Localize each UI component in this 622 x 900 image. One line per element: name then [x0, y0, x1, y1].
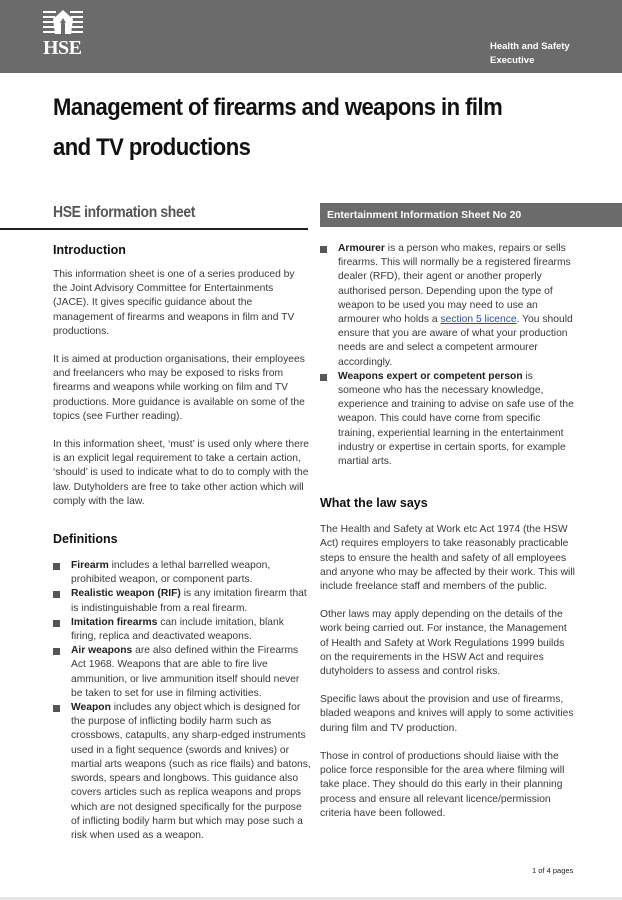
intro-paragraph: It is aimed at production organisations, their employees and freelancers who may be exposed to risks from firearms and weapons while working on film and TV productions. More guidance is available on some of the topics (see Further reading).: [53, 354, 305, 422]
law-paragraph: Other laws may apply depending on the details of the work being carried out. For instance, the Management of Health and Safety at Work Regulations 1999 builds on the requirements in the HSW Act and requires dutyholders to assess and control risks.: [320, 609, 567, 678]
title-line1: Management of firearms and weapons in film: [53, 94, 503, 121]
series-label: Entertainment Information Sheet No 20: [327, 209, 522, 221]
divider: [0, 228, 308, 230]
list-item: [53, 616, 311, 644]
definition-term: Imitation firearms: [71, 616, 158, 628]
definition-text: can include imitation, blank firing, replica and deactivated weapons.: [71, 616, 284, 643]
definition-term: Air weapons: [71, 645, 133, 657]
left-column: [53, 242, 311, 843]
law-heading: What the law says: [320, 496, 428, 511]
law-section: [320, 495, 578, 821]
definition-text: is any imitation firearm that is indistinguishable from a real firearm.: [71, 588, 307, 614]
header-bar: [0, 0, 622, 73]
definition-text: is someone who has the necessary knowledge, experience and training to advise on safe use of the weapon. This could have come from specific training, experiential learning in the entertainment industry or expertise in certain sports, for example martial arts.: [338, 370, 574, 468]
bullet-square-icon: [53, 563, 60, 570]
hse-logo: [43, 10, 83, 62]
section-5-licence-link[interactable]: section 5 licence: [440, 314, 517, 326]
definitions-list: [53, 559, 311, 843]
list-item: [53, 559, 311, 587]
law-paragraph: Specific laws about the provision and use of firearms, bladed weapons and knives will apply to some activities during film and TV production.: [320, 694, 574, 734]
list-item: [53, 587, 311, 615]
definition-text: includes a lethal barrelled weapon, prohibited weapon, or component parts.: [71, 560, 271, 586]
introduction-heading: Introduction: [53, 243, 126, 257]
definitions-heading: Definitions: [53, 532, 118, 547]
definitions-section: [53, 531, 311, 843]
bullet-square-icon: [320, 246, 327, 253]
intro-paragraph: This information sheet is one of a series produced by the Joint Advisory Committee for Entertainments (JACE). It gives specific guidance about the management of firearms and weapons in film and TV productions.: [53, 269, 295, 337]
definition-text: includes any object which is designed for the purpose of inflicting bodily harm such as crossbows, catapults, any sharp-edged instruments used in a fight sequence (swords and knives) or martial arts weapons (such as rice flails) and batons, swords, spears and longbows. This guidance also covers articles such as replica weapons and props which are not designed specifically for the purpose of inflicting bodily harm but which may pose such a risk when used as a weapon.: [71, 702, 311, 841]
bullet-square-icon: [53, 591, 60, 598]
list-item: [320, 370, 578, 469]
bullet-square-icon: [53, 648, 60, 655]
org-name-line2: Executive: [490, 55, 535, 66]
list-item: [53, 644, 311, 701]
definitions-list-continued: [320, 242, 578, 469]
definition-term: Weapon: [71, 702, 111, 714]
page-indicator: 1 of 4 pages: [532, 866, 574, 875]
list-item: [53, 701, 311, 843]
introduction-section: [53, 242, 311, 509]
definition-text: are also defined within the Firearms Act 1968. Weapons that are able to fire live ammunition, or live ammunition itself should never be taken to set for use in filming activities.: [71, 645, 300, 699]
info-sheet-label: HSE information sheet: [53, 204, 196, 221]
document-title: [53, 88, 531, 168]
definition-text: . You should ensure that you are aware of what your production needs are and select a competent armourer accordingly.: [338, 314, 573, 368]
law-paragraph: The Health and Safety at Work etc Act 1974 (the HSW Act) requires employers to take reasonably practicable steps to ensure the health and safety of all employees and anyone who may be affected by their work. This will include freelance staff and members of the public.: [320, 524, 575, 593]
organisation-name: [490, 40, 570, 68]
bullet-square-icon: [320, 374, 327, 381]
definition-text: is a person who makes, repairs or sells firearms. This will normally be a registered firearms dealer (RFD), their agent or another properly authorised person. Depending upon the type of weapon to be used you may need to use an armourer who holds a: [338, 243, 571, 326]
right-column: [320, 242, 578, 835]
definition-term: Firearm: [71, 560, 109, 572]
series-label-bar: [320, 203, 622, 227]
definition-term: Armourer: [338, 243, 385, 254]
title-line2: and TV productions: [53, 134, 251, 161]
bullet-square-icon: [53, 705, 60, 712]
intro-paragraph: In this information sheet, ‘must’ is used only where there is an explicit legal requirement to take a certain action, ‘should’ is used to indicate what to do to comply with the law. Dutyholders are free to take other action which will comply with the law.: [53, 439, 310, 507]
org-name-line1: Health and Safety: [490, 41, 570, 52]
hse-emblem-icon: [43, 10, 83, 38]
definition-term: Weapons expert or competent person: [338, 370, 523, 382]
logo-text: HSE: [43, 37, 82, 59]
definition-term: Realistic weapon (RIF): [71, 588, 181, 600]
bullet-square-icon: [53, 620, 60, 627]
list-item: [320, 242, 578, 370]
law-paragraph: Those in control of productions should liaise with the police force responsible for the area where filming will take place. They should do this early in their planning process and ensure all relevant licence/permission criteria have been followed.: [320, 750, 565, 819]
